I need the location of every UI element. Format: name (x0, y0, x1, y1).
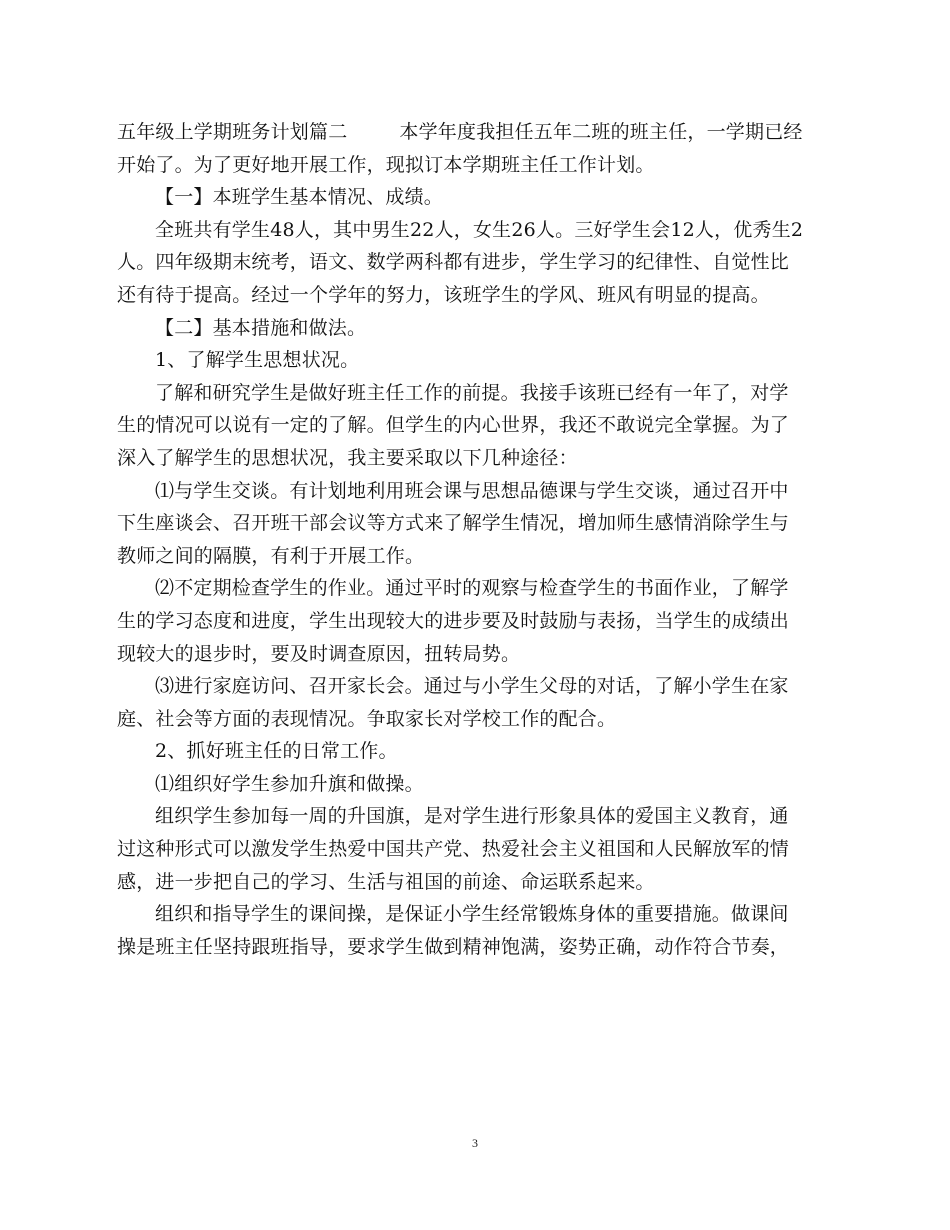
section-heading-2: 【二】基本措施和做法。 (155, 316, 367, 339)
subheading-daily-work: 2、抓好班主任的日常工作。 (155, 740, 398, 763)
page-number: 3 (472, 1136, 478, 1150)
paragraph-flag-raising: 组织学生参加每一周的升国旗，是对学生进行形象具体的爱国主义教育，通过这种形式可以激发学生热爱中国共产党、热爱社会主义祖国和人民解放军的情感，进一步把自己的学习、生活与祖国的前途、命运联系起来。 (117, 805, 790, 893)
document-body (117, 116, 807, 963)
document-title: 五年级上学期班务计划篇二 (117, 121, 348, 143)
title-paragraph (117, 116, 807, 181)
section-heading-1: 【一】本班学生基本情况、成绩。 (155, 186, 444, 209)
paragraph-exercises: 组织和指导学生的课间操，是保证小学生经常锻炼身体的重要措施。做课间操是班主任坚持跟班指导，要求学生做到精神饱满，姿势正确，动作符合节奏， (117, 903, 790, 958)
intro-text: 本学年度我担任五年二班的班主任，一学期已经开始了。为了更好地开展工作，现拟订本学期班主任工作计划。 (117, 121, 803, 176)
paragraph-understand-students: 了解和研究学生是做好班主任工作的前提。我接手该班已经有一年了，对学生的情况可以说有一定的了解。但学生的内心世界，我还不敢说完全掌握。为了深入了解学生的思想状况，我主要采取以下几种途径： (117, 381, 790, 469)
list-item-talk: ⑴与学生交谈。有计划地利用班会课与思想品德课与学生交谈，通过召开中下生座谈会、召开班干部会议等方式来了解学生情况，增加师生感情消除学生与教师之间的隔膜，有利于开展工作。 (117, 479, 790, 567)
paragraph-class-stats: 全班共有学生48人，其中男生22人，女生26人。三好学生会12人，优秀生2人。四年级期末统考，语文、数学两科都有进步，学生学习的纪律性、自觉性比还有待于提高。经过一个学年的努力，该班学生的学风、班风有明显的提高。 (117, 218, 804, 306)
list-item-homework: ⑵不定期检查学生的作业。通过平时的观察与检查学生的书面作业，了解学生的学习态度和进度，学生出现较大的进步要及时鼓励与表扬，当学生的成绩出现较大的退步时，要及时调查原因，扭转局势。 (117, 577, 790, 665)
subheading-understand-students: 1、了解学生思想状况。 (155, 349, 360, 372)
list-item-home-visit: ⑶进行家庭访问、召开家长会。通过与小学生父母的对话，了解小学生在家庭、社会等方面的表现情况。争取家长对学校工作的配合。 (117, 675, 789, 730)
list-item-flag-exercise: ⑴组织好学生参加升旗和做操。 (155, 772, 424, 795)
